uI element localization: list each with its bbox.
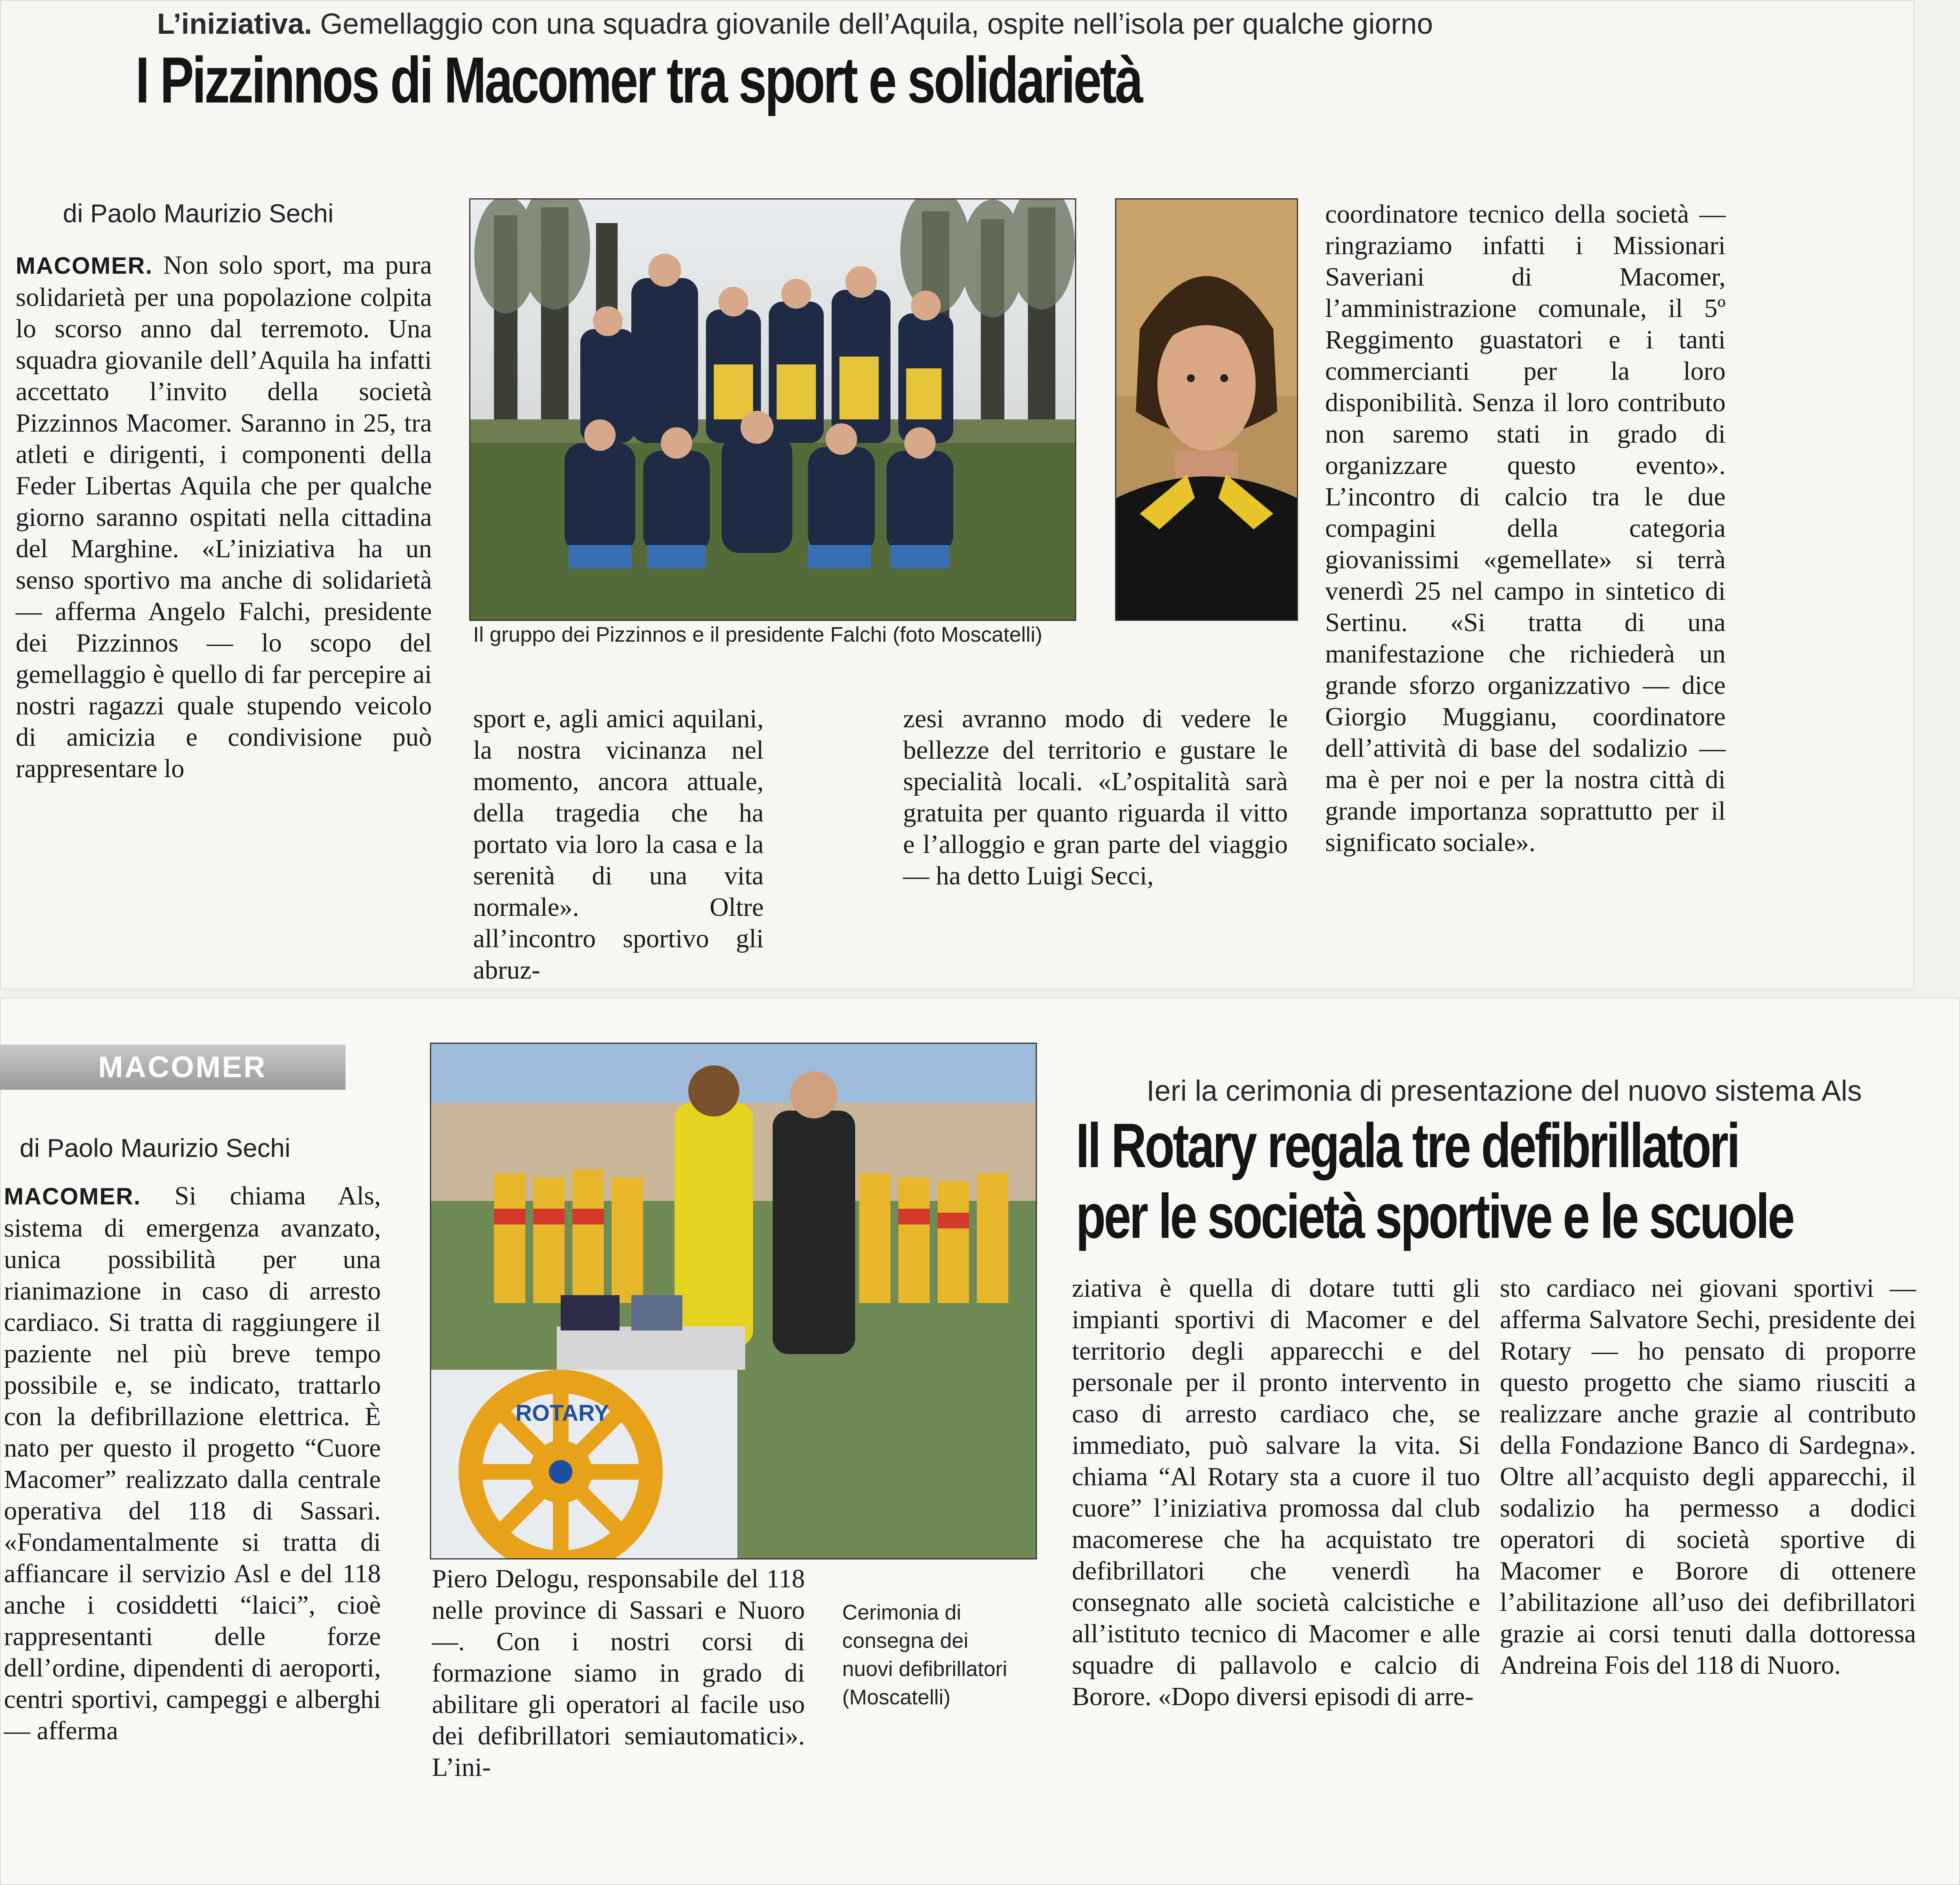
team-photo-illustration [470, 199, 1075, 620]
rotary-banner-text: ROTARY [516, 1400, 609, 1426]
headline-line-2: per le società sportive e le scuole [1076, 1181, 1793, 1251]
team-group-photo [469, 198, 1076, 621]
article-byline: di Paolo Maurizio Sechi [63, 199, 334, 228]
kicker-text: Gemellaggio con una squadra giovanile dell’Aquila, ospite nell’isola per qualche giorno [320, 7, 1433, 40]
column-text: Non solo sport, ma pura solidarietà per una popolazione colpita lo scorso anno dal terremoto. Una squadra giovanile dell’Aquila ha infatti accettato l’invito della società Pizzinnos Macomer. Saranno in 25, tra atleti e dirigenti, i componenti della Feder Libertas Aquila che per qualche giorno saranno ospitati nella cittadina del Marghine. «L’iniziativa ha un senso sportivo ma anche di solidarietà — afferma Angelo Falchi, presidente dei Pizzinnos — lo scopo del gemellaggio è quello di far percepire ai nostri ragazzi quale stupendo veicolo di amicizia e condivisione può rappresentare lo [16, 251, 432, 783]
article-kicker: Ieri la cerimonia di presentazione del nuovo sistema Als [1146, 1074, 1862, 1107]
caption-text: Cerimonia di consegna dei nuovi defibrillatori [842, 1601, 1007, 1681]
article-column-4: sto cardiaco nei giovani sportivi — afferma Salvatore Sechi, presidente dei Rotary — ho pensato di proporre questo progetto che siamo riusciti a realizzare anche grazie al contributo della Fondazione Banco di Sardegna». Oltre all’acquisto degli apparecchi, il sodalizio ha permesso a dodici operatori di società sportive di Macomer e Borore di ottenere l’abilitazione all’uso dei defibrillatori grazie ai corsi tenuti dalla dottoressa Andreina Fois del 118 di Nuoro. [1500, 1274, 1916, 1680]
article-byline: di Paolo Maurizio Sechi [20, 1133, 291, 1162]
portrait-illustration [1116, 199, 1297, 620]
article-column-4: coordinatore tecnico della società — ringraziamo infatti i Missionari Saveriani di Macomer, l’amministrazione comunale, il 5º Reggimento guastatori e i tanti commercianti per la loro disponibilità. Senza il loro contributo non saremo stati in grado di organizzare questo evento». L’incontro di calcio tra le due compagini della categoria giovanissimi «gemellate» si terrà venerdì 25 nel campo in sintetico di Sertinu. «Si tratta di una manifestazione che richiederà un grande sforzo organizzativo — dice Giorgio Muggianu, coordinatore dell’attività di base del sodalizio — ma è per noi e per la nostra città di grande importanza soprattutto per il significato sociale». [1325, 199, 1726, 857]
article-column-1 [16, 249, 432, 784]
newspaper-clipping-rotary [0, 997, 1960, 1885]
article-column-1 [4, 1180, 381, 1746]
ceremony-photo [430, 1043, 1037, 1559]
column-text: Si chiama Als, sistema di emergenza avanzato, unica possibilità per una rianimazione in caso di arresto cardiaco. Si tratta di raggiungere il paziente nel più breve tempo possibile e, se indicato, trattarlo con la defibrillazione elettrica. È nato per questo il progetto “Cuore Macomer” realizzato dalla centrale operativa del 118 di Sassari. «Fondamentalmente si tratta di affiancare il servizio Asl e del 118 anche i cosiddetti “laici”, cioè rappresentanti delle forze dell’ordine, dipendenti di aeroporti, centri sportivi, campeggi e alberghi — afferma [4, 1181, 381, 1745]
section-tab: MACOMER [0, 1045, 346, 1090]
article-headline: I Pizzinnos di Macomer tra sport e solidarietà [135, 44, 1142, 117]
article-column-3: zesi avranno modo di vedere le bellezze del territorio e gustare le specialità locali. «L’ospitalità sarà gratuita per quanto riguarda il vitto e l’alloggio e gran parte del viaggio — ha detto Luigi Secci, [903, 704, 1288, 890]
dateline: MACOMER. [4, 1183, 141, 1210]
dateline: MACOMER. [16, 253, 153, 279]
headline-line-1: Il Rotary regala tre defibrillatori [1076, 1110, 1739, 1180]
caption-credit: (foto Moscatelli) [892, 623, 1042, 646]
kicker-label: L’iniziativa. [157, 7, 312, 40]
article-column-2: Piero Delogu, responsabile del 118 nelle province di Sassari e Nuoro —. Con i nostri corsi di formazione siamo in grado di abilitare gli operatori al facile uso dei defibrillatori semiautomatici». L’ini- [432, 1564, 805, 1782]
photo-caption [842, 1598, 1015, 1711]
article-kicker [157, 7, 1433, 40]
caption-credit: (Moscatelli) [842, 1686, 951, 1709]
article-column-3: ziativa è quella di dotare tutti gli impianti sportivi di Macomer e del territorio degli apparecchi e del personale per il pronto intervento in caso di arresto cardiaco che, se immediato, può salvare la vita. Si chiama “Al Rotary sta a cuore il tuo cuore” l’iniziativa promossa dal club macomerese che ha acquistato tre defibrillatori che venerdì ha consegnato alle società calcistiche e all’istituto tecnico di Macomer e alle squadre di pallavolo e calcio di Borore. «Dopo diversi episodi di arre- [1072, 1274, 1480, 1711]
president-portrait-photo [1115, 198, 1298, 621]
article-column-2: sport e, agli amici aquilani, la nostra vicinanza nel momento, ancora attuale, della tragedia che ha portato via loro la casa e la serenità di una vita normale». Oltre all’incontro sportivo gli abruz- [473, 704, 764, 985]
caption-text: Il gruppo dei Pizzinnos e il presidente Falchi [473, 623, 887, 646]
photo-caption [473, 620, 1042, 649]
ceremony-illustration [431, 1044, 1036, 1558]
